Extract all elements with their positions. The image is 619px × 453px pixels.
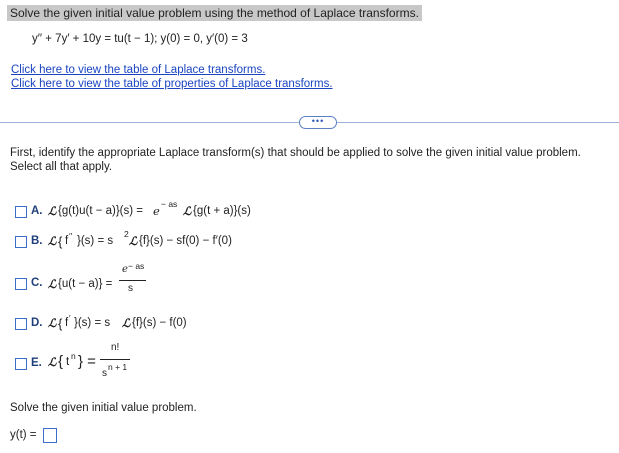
option-e-exponent: n — [71, 351, 76, 361]
option-a-exponent: − as — [161, 199, 178, 209]
option-a-checkbox[interactable] — [15, 206, 27, 218]
option-e[interactable] — [15, 342, 175, 382]
option-d-f: f — [65, 317, 69, 329]
option-a-e: e — [153, 204, 160, 218]
laplace-symbol: ℒ — [48, 355, 57, 369]
option-c-letter: C. — [31, 277, 43, 289]
expand-more-button[interactable]: ••• — [299, 116, 337, 129]
option-b-lhs: }(s) = s — [77, 235, 114, 247]
instruction-text: First, identify the appropriate Laplace transform(s) that should be applied to solve the given initial value problem. — [10, 147, 581, 159]
option-a-rhs: {g(t + a)}(s) — [193, 205, 251, 217]
laplace-symbol: ℒ — [48, 277, 57, 291]
laplace-symbol: ℒ — [122, 316, 131, 330]
option-b-checkbox[interactable] — [15, 236, 27, 248]
laplace-symbol: ℒ — [48, 316, 57, 330]
option-d-rhs: {f}(s) − f(0) — [132, 317, 187, 329]
laplace-symbol: ℒ — [48, 204, 57, 218]
option-d-brace: { — [58, 316, 63, 331]
option-a[interactable] — [15, 199, 275, 220]
laplace-symbol: ℒ — [183, 204, 192, 218]
option-d-letter: D. — [31, 317, 43, 329]
option-b-primes: ′′ — [69, 231, 73, 241]
option-e-lhs: } = — [78, 353, 101, 370]
option-e-letter: E. — [31, 357, 42, 369]
option-e-den-exp: n + 1 — [108, 362, 128, 372]
option-c-checkbox[interactable] — [15, 278, 27, 290]
option-a-lhs: {g(t)u(t − a)}(s) = — [58, 205, 144, 217]
option-d-checkbox[interactable] — [15, 318, 27, 330]
option-d[interactable] — [15, 315, 215, 333]
solve-prompt: Solve the given initial value problem. — [10, 402, 197, 414]
option-c-lhs: {u(t − a)} = — [58, 278, 113, 290]
option-e-t: t — [66, 356, 70, 368]
option-d-lhs: }(s) = s — [74, 317, 111, 329]
option-c[interactable] — [15, 262, 175, 298]
fraction-bar — [119, 280, 146, 281]
option-e-checkbox[interactable] — [15, 358, 27, 370]
option-e-num: n! — [111, 342, 120, 353]
option-b-rhs: {f}(s) − sf(0) − f′(0) — [139, 235, 232, 247]
laplace-table-link[interactable]: Click here to view the table of Laplace transforms. — [11, 64, 266, 76]
option-b-f: f — [65, 235, 69, 247]
laplace-symbol: ℒ — [48, 234, 57, 248]
answer-input[interactable] — [43, 428, 57, 443]
option-b-letter: B. — [31, 235, 43, 247]
option-c-num-exp: − as — [128, 261, 145, 271]
option-d-primes: ′ — [69, 313, 71, 323]
laplace-properties-link[interactable]: Click here to view the table of properties of Laplace transforms. — [11, 78, 333, 90]
answer-label: y(t) = — [10, 429, 37, 441]
option-b-exponent: 2 — [124, 229, 129, 239]
differential-equation: y′′ + 7y′ + 10y = tu(t − 1); y(0) = 0, y′(0) = 3 — [32, 33, 248, 45]
problem-statement: Solve the given initial value problem using the method of Laplace transforms. — [7, 5, 422, 21]
option-b-brace: { — [58, 234, 63, 249]
fraction-bar — [100, 359, 130, 360]
select-all-hint: Select all that apply. — [10, 161, 113, 173]
option-a-letter: A. — [31, 205, 43, 217]
option-b[interactable] — [15, 229, 275, 251]
option-e-den: s — [102, 368, 107, 379]
option-c-den: s — [128, 283, 133, 294]
option-c-num-e: e — [122, 264, 128, 275]
option-e-brace: { — [58, 353, 64, 370]
laplace-symbol: ℒ — [129, 234, 138, 248]
